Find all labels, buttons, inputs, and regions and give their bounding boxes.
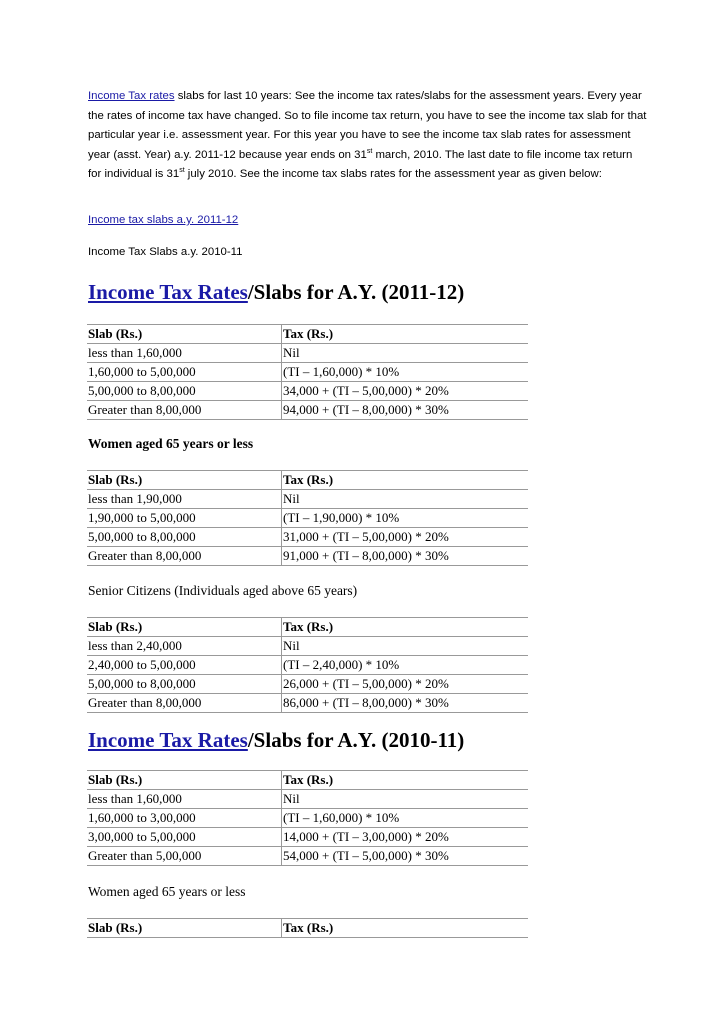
income-tax-rates-link[interactable]: Income Tax rates (88, 90, 175, 102)
table-row (87, 828, 528, 847)
table-row (87, 528, 528, 547)
header-tax: Tax (Rs.) (281, 618, 528, 637)
cell-tax: 34,000 + (TI – 5,00,000) * 20% (281, 382, 528, 401)
cell-tax: 86,000 + (TI – 8,00,000) * 30% (281, 694, 528, 713)
table-2011-general (87, 324, 528, 420)
heading-2011-link[interactable]: Income Tax Rates (88, 280, 248, 304)
table-header-row (87, 325, 528, 344)
table-row (87, 401, 528, 420)
cell-slab: 5,00,000 to 8,00,000 (87, 528, 281, 547)
header-slab: Slab (Rs.) (87, 771, 281, 790)
cell-tax: 14,000 + (TI – 3,00,000) * 20% (281, 828, 528, 847)
table-row (87, 547, 528, 566)
senior-label-2011: Senior Citizens (Individuals aged above 65 years) (88, 583, 358, 598)
table-row (87, 382, 528, 401)
table-header-row (87, 471, 528, 490)
table-row (87, 675, 528, 694)
cell-tax: (TI – 1,60,000) * 10% (281, 809, 528, 828)
table-row (87, 694, 528, 713)
header-slab: Slab (Rs.) (87, 618, 281, 637)
women-label-2010: Women aged 65 years or less (88, 884, 246, 899)
heading-2010 (88, 728, 464, 753)
table-row (87, 790, 528, 809)
table-row (87, 847, 528, 866)
cell-tax: Nil (281, 637, 528, 656)
heading-2010-link[interactable]: Income Tax Rates (88, 728, 248, 752)
cell-slab: 5,00,000 to 8,00,000 (87, 382, 281, 401)
cell-slab: 1,90,000 to 5,00,000 (87, 509, 281, 528)
header-slab: Slab (Rs.) (87, 919, 282, 938)
cell-tax: (TI – 1,60,000) * 10% (281, 363, 528, 382)
table-header-row (87, 919, 528, 938)
heading-2011 (88, 280, 464, 305)
table-row (87, 637, 528, 656)
cell-slab: less than 1,60,000 (87, 344, 281, 363)
header-tax: Tax (Rs.) (281, 471, 528, 490)
cell-slab: less than 1,90,000 (87, 490, 281, 509)
header-slab: Slab (Rs.) (87, 471, 281, 490)
cell-tax: (TI – 1,90,000) * 10% (281, 509, 528, 528)
cell-slab: 2,40,000 to 5,00,000 (87, 656, 281, 675)
intro-text-2: march, 2010. The last date to file income tax return for individual is 31 (88, 148, 633, 180)
header-slab: Slab (Rs.) (87, 325, 281, 344)
cell-slab: less than 2,40,000 (87, 637, 281, 656)
intro-sup-1: st (366, 147, 373, 155)
table-row (87, 490, 528, 509)
intro-sup-2: st (179, 167, 185, 175)
table-header-row (87, 618, 528, 637)
women-label-2011: Women aged 65 years or less (88, 436, 254, 451)
cell-slab: 3,00,000 to 5,00,000 (87, 828, 281, 847)
table-2010-general (87, 770, 528, 866)
table-2011-senior (87, 617, 528, 713)
cell-tax: 91,000 + (TI – 8,00,000) * 30% (281, 547, 528, 566)
table-row (87, 363, 528, 382)
slabs-2010-text: Income Tax Slabs a.y. 2010-11 (88, 246, 243, 258)
slabs-2011-link-line (88, 214, 238, 226)
cell-tax: 26,000 + (TI – 5,00,000) * 20% (281, 675, 528, 694)
intro-text-3: july 2010. See the income tax slabs rates for the assessment year as given below: (184, 168, 602, 180)
cell-slab: 1,60,000 to 5,00,000 (87, 363, 281, 382)
cell-tax: (TI – 2,40,000) * 10% (281, 656, 528, 675)
income-tax-slabs-2011-link[interactable]: Income tax slabs a.y. 2011-12 (88, 214, 239, 226)
table-row (87, 656, 528, 675)
table-row (87, 809, 528, 828)
cell-tax: 54,000 + (TI – 5,00,000) * 30% (281, 847, 528, 866)
cell-slab: 5,00,000 to 8,00,000 (87, 675, 281, 694)
cell-tax: 31,000 + (TI – 5,00,000) * 20% (281, 528, 528, 547)
cell-tax: Nil (281, 344, 528, 363)
cell-slab: Greater than 8,00,000 (87, 694, 281, 713)
cell-slab: 1,60,000 to 3,00,000 (87, 809, 281, 828)
cell-slab: Greater than 5,00,000 (87, 847, 281, 866)
heading-2010-rest: /Slabs for A.Y. (2010-11) (247, 728, 465, 752)
cell-slab: Greater than 8,00,000 (87, 401, 281, 420)
cell-tax: 94,000 + (TI – 8,00,000) * 30% (281, 401, 528, 420)
table-2011-women (87, 470, 528, 566)
cell-slab: Greater than 8,00,000 (87, 547, 281, 566)
cell-tax: Nil (281, 790, 528, 809)
intro-text-1: slabs for last 10 years: See the income tax rates/slabs for the assessment years. Every year the rates of income tax have changed. So to file income tax return, you have to see the income tax slab for that particular year i.e. assessment year. For this year you have to see the income tax slab rates for assessment year (asst. Year) a.y. 2011-12 because year ends on 31 (88, 90, 647, 161)
header-tax: Tax (Rs.) (281, 325, 528, 344)
heading-2011-rest: /Slabs for A.Y. (2011-12) (247, 280, 465, 304)
cell-slab: less than 1,60,000 (87, 790, 281, 809)
intro-paragraph (88, 87, 648, 185)
header-tax: Tax (Rs.) (282, 919, 528, 938)
table-row (87, 509, 528, 528)
table-header-row (87, 771, 528, 790)
header-tax: Tax (Rs.) (281, 771, 528, 790)
table-2010-women (87, 918, 528, 938)
table-row (87, 344, 528, 363)
cell-tax: Nil (281, 490, 528, 509)
